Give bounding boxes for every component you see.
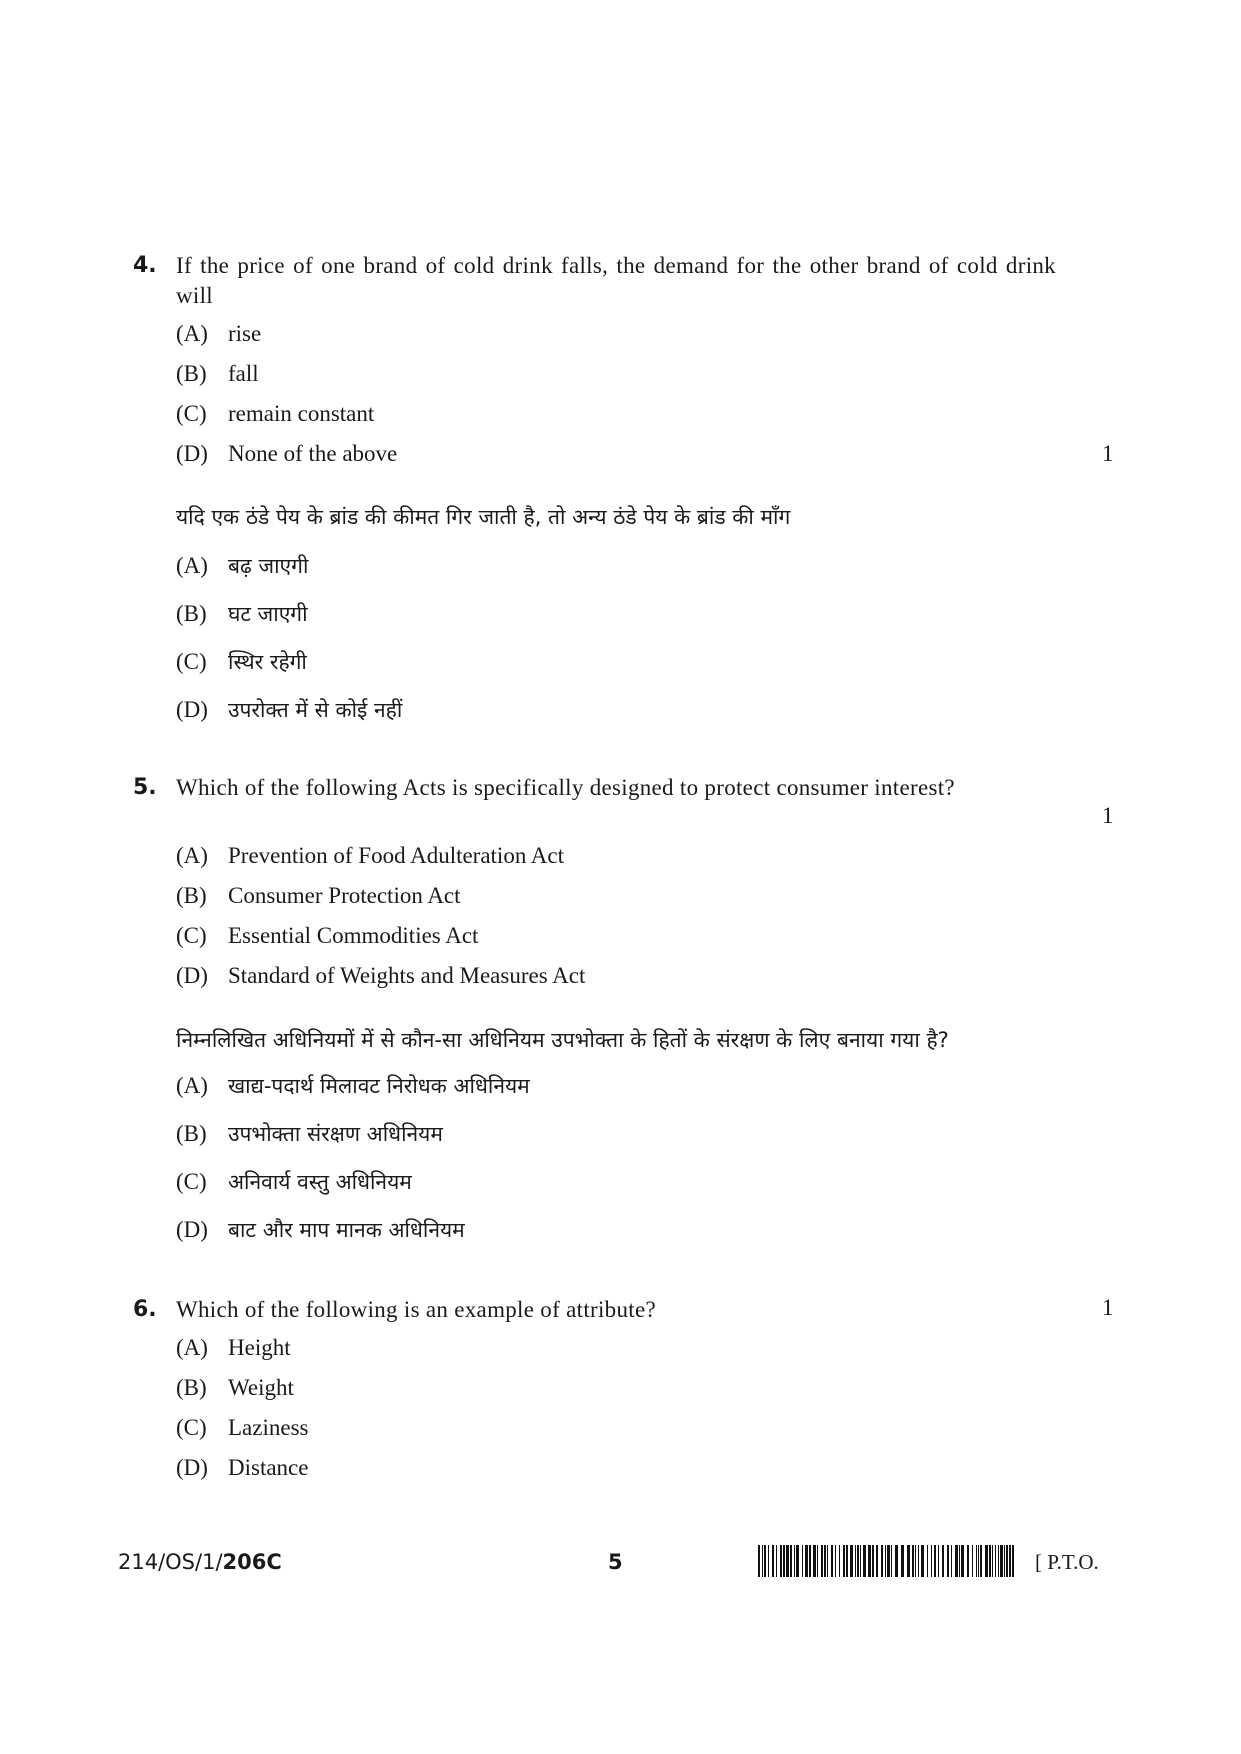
option-text: उपभोक्ता संरक्षण अधिनियम xyxy=(228,1122,443,1146)
option-text: Height xyxy=(228,1335,291,1360)
paper-code xyxy=(118,1550,282,1574)
option-text: उपरोक्त में से कोई नहीं xyxy=(228,698,403,722)
option-text: घट जाएगी xyxy=(228,602,308,626)
q4-hindi-option-b xyxy=(176,600,308,628)
option-text: Standard of Weights and Measures Act xyxy=(228,963,586,988)
option-text: rise xyxy=(228,321,262,346)
option-text: None of the above xyxy=(228,441,398,466)
option-text: स्थिर रहेगी xyxy=(228,650,307,674)
option-text: Prevention of Food Adulteration Act xyxy=(228,843,565,868)
option-label: (C) xyxy=(176,401,207,426)
question-4-text: If the price of one brand of cold drink falls, the demand for the other brand of cold drink will xyxy=(176,253,1056,308)
option-label: (A) xyxy=(176,321,208,346)
q5-option-b xyxy=(176,883,461,909)
q5-hindi-option-c xyxy=(176,1168,412,1196)
q4-hindi-option-a xyxy=(176,552,308,580)
option-text: Essential Commodities Act xyxy=(228,923,479,948)
option-label: (D) xyxy=(176,441,208,466)
question-6-number: 6. xyxy=(133,1297,157,1322)
option-label: (B) xyxy=(176,883,207,908)
q6-option-b xyxy=(176,1375,294,1401)
option-label: (B) xyxy=(176,601,207,626)
option-label: (D) xyxy=(176,697,208,722)
option-text: खाद्य-पदार्थ मिलावट निरोधक अधिनियम xyxy=(228,1074,530,1098)
paper-code-bold: 206C xyxy=(222,1550,282,1574)
question-4-hindi-text: यदि एक ठंडे पेय के ब्रांड की कीमत गिर जाती है, तो अन्य ठंडे पेय के ब्रांड की माँग xyxy=(176,505,791,529)
option-text: बाट और माप मानक अधिनियम xyxy=(228,1218,465,1242)
question-5-number: 5. xyxy=(133,775,157,800)
option-label: (A) xyxy=(176,843,208,868)
option-label: (B) xyxy=(176,1121,207,1146)
question-4-marks: 1 xyxy=(1102,441,1114,466)
option-text: Distance xyxy=(228,1455,309,1480)
option-text: Consumer Protection Act xyxy=(228,883,461,908)
option-label: (D) xyxy=(176,963,208,988)
q6-option-d xyxy=(176,1455,308,1481)
option-label: (A) xyxy=(176,1335,208,1360)
q5-option-c xyxy=(176,923,478,949)
option-label: (C) xyxy=(176,1169,207,1194)
option-text: Laziness xyxy=(228,1415,309,1440)
question-5-hindi-text: निम्नलिखित अधिनियमों में से कौन-सा अधिनियम उपभोक्ता के हितों के संरक्षण के लिए बनाया गया है? xyxy=(176,1028,949,1052)
page-number: 5 xyxy=(608,1550,623,1574)
question-4-number: 4. xyxy=(133,253,157,278)
q6-option-a xyxy=(176,1335,291,1361)
option-text: remain constant xyxy=(228,401,375,426)
pto-label: [ P.T.O. xyxy=(1035,1550,1099,1574)
q5-option-a xyxy=(176,843,564,869)
q5-hindi-option-a xyxy=(176,1072,530,1100)
option-text: अनिवार्य वस्तु अधिनियम xyxy=(228,1170,412,1194)
option-label: (C) xyxy=(176,923,207,948)
question-6-marks: 1 xyxy=(1102,1295,1114,1320)
question-6-text: Which of the following is an example of attribute? xyxy=(176,1297,656,1322)
barcode-icon xyxy=(758,1545,1016,1577)
q6-option-c xyxy=(176,1415,308,1441)
q4-hindi-option-c xyxy=(176,648,307,676)
paper-code-prefix: 214/OS/1/ xyxy=(118,1550,223,1574)
q4-option-d xyxy=(176,441,397,467)
q5-hindi-option-d xyxy=(176,1216,465,1244)
option-label: (D) xyxy=(176,1217,208,1242)
option-label: (A) xyxy=(176,553,208,578)
option-text: बढ़ जाएगी xyxy=(228,554,309,578)
question-5-marks: 1 xyxy=(1102,803,1114,828)
option-label: (A) xyxy=(176,1073,208,1098)
q5-option-d xyxy=(176,963,585,989)
q4-hindi-option-d xyxy=(176,696,402,724)
q4-option-a xyxy=(176,321,261,347)
option-label: (B) xyxy=(176,1375,207,1400)
q4-option-c xyxy=(176,401,374,427)
option-text: fall xyxy=(228,361,259,386)
option-label: (D) xyxy=(176,1455,208,1480)
q4-option-b xyxy=(176,361,259,387)
option-label: (B) xyxy=(176,361,207,386)
q5-hindi-option-b xyxy=(176,1120,443,1148)
option-text: Weight xyxy=(228,1375,294,1400)
option-label: (C) xyxy=(176,649,207,674)
option-label: (C) xyxy=(176,1415,207,1440)
question-5-text: Which of the following Acts is specifically designed to protect consumer interest? xyxy=(176,775,955,800)
